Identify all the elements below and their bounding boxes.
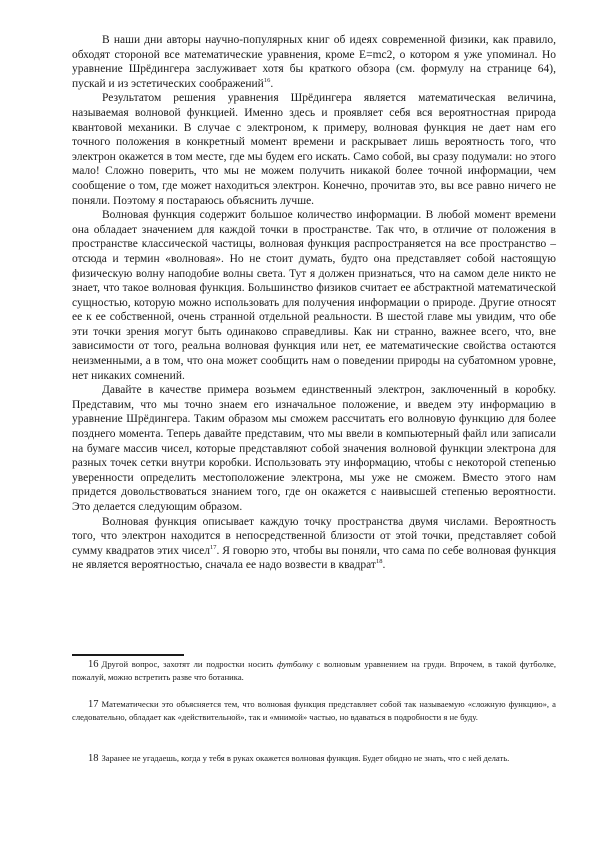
footnote-number: 18 bbox=[88, 753, 99, 764]
paragraph-2: Результатом решения уравнения Шрёдингера является математическая величина, называемая волновой функцией. Именно здесь и проявляет себя вся вероятностная природа квантовой механики. В случае с электроном, к примеру, волновая функция не дает нам его точного положения в конкретный момент времени и раскрывает лишь вероятность того, что электрон окажется в том месте, где мы будем его искать. Само собой, вы сразу подумали: но этого мало! Сложно поверить, что мы не можем получить никакой более точной информации, чем сообщение о том, где может находиться электрон. Конечно, прочитав это, вы все равно ничего не поняли. Поэтому я постараюсь объяснить лучше. bbox=[72, 92, 556, 207]
footnote-emphasis: футболку bbox=[277, 659, 313, 669]
footnote-text: с волновым уравнением на груди. Впрочем, в такой футболке, пожалуй, можно встретить разве что ботаника. bbox=[72, 659, 556, 683]
main-text bbox=[72, 33, 556, 573]
paragraph-text: В наши дни авторы научно-популярных книг об идеях современной физики, как правило, обходят стороной все математические уравнения, кроме E=mc2, о котором я уже упоминал. Но уравнение Шрёдингера заслуживает хотя бы краткого обзора (см. формулу на странице 64), пускай и из эстетических соображений bbox=[72, 34, 556, 90]
footnote-text: Другой вопрос, захотят ли подростки носить bbox=[101, 659, 278, 669]
paragraph-end: . bbox=[382, 559, 386, 572]
footnote-ref-17[interactable]: 17 bbox=[209, 543, 217, 551]
footnote-18 bbox=[72, 752, 556, 765]
paragraph-1 bbox=[72, 33, 556, 91]
footnote-ref-16[interactable]: 16 bbox=[263, 76, 271, 84]
paragraph-end: . bbox=[270, 77, 274, 90]
footnote-text: Математически это объясняется тем, что волновая функция представляет собой так называемую «сложную функцию», а следовательно, обладает как «действительной», так и «мнимой» частью, но вдаваться в подробности я не буду. bbox=[72, 699, 556, 723]
footnote-number: 16 bbox=[88, 659, 99, 670]
paragraph-5 bbox=[72, 515, 556, 573]
footnote-16 bbox=[72, 658, 556, 684]
paragraph-3: Волновая функция содержит большое количество информации. В любой момент времени она обладает значением для каждой точки в пространстве. Так что, в отличие от положения в пространстве классической частицы, волновая функция распространяется на все пространство – отсюда и термин «волновая». Но не стоит думать, будто она представляет собой настоящую физическую волну наподобие волны света. Тут я должен признаться, что на самом деле никто не знает, что такое волновая функция. Большинство физиков считает ее абстрактной математической сущностью, которую можно использовать для получения информации о природе. Другие относят ее к ее собственной, очень странной отдельной реальности. В шестой главе мы увидим, что обе эти точки зрения могут быть одинаково справедливы. Как ни странно, важнее всего, что, вне зависимости от того, реальна волновая функция или нет, ее математические свойства остаются неизменными, а в том, что она может сообщить нам о поведении природы на субатомном уровне, нет никаких сомнений. bbox=[72, 209, 556, 382]
footnote-17 bbox=[72, 698, 556, 724]
footnote-number: 17 bbox=[88, 699, 99, 710]
footnote-divider bbox=[72, 654, 184, 656]
footnote-text: Заранее не угадаешь, когда у тебя в руках окажется волновая функция. Будет обидно не знать, что с ней делать. bbox=[101, 753, 510, 763]
paragraph-4: Давайте в качестве примера возьмем единственный электрон, заключенный в коробку. Представим, что мы точно знаем его изначальное положение, и введем эту информацию в уравнение Шрёдингера. Таким образом мы сможем рассчитать его волновую функцию для более позднего момента. Теперь давайте представим, что мы ввели в компьютерный файл или записали на бумаге массив чисел, которые представляют собой значения волновой функции электрона для разных точек сетки внутри коробки. Использовать эту информацию, чтобы с некоторой степенью уверенности определить местоположение электрона, мы уже не сможем. Вместо этого нам придется довольствоваться знанием того, где он окажется с наивысшей степенью вероятности. Это делается следующим образом. bbox=[72, 384, 556, 513]
footnote-ref-18[interactable]: 18 bbox=[375, 558, 383, 566]
paragraph-text: . Я говорю это, чтобы вы поняли, что сама по себе волновая функция не является вероятностью, сначала ее надо возвести в квадрат bbox=[72, 544, 557, 572]
paragraph-text: Волновая функция описывает каждую точку пространства двумя числами. Вероятность того, что электрон находится в непосредственной близости от этой точки, представляет собой сумму квадратов этих чисел bbox=[72, 515, 556, 557]
